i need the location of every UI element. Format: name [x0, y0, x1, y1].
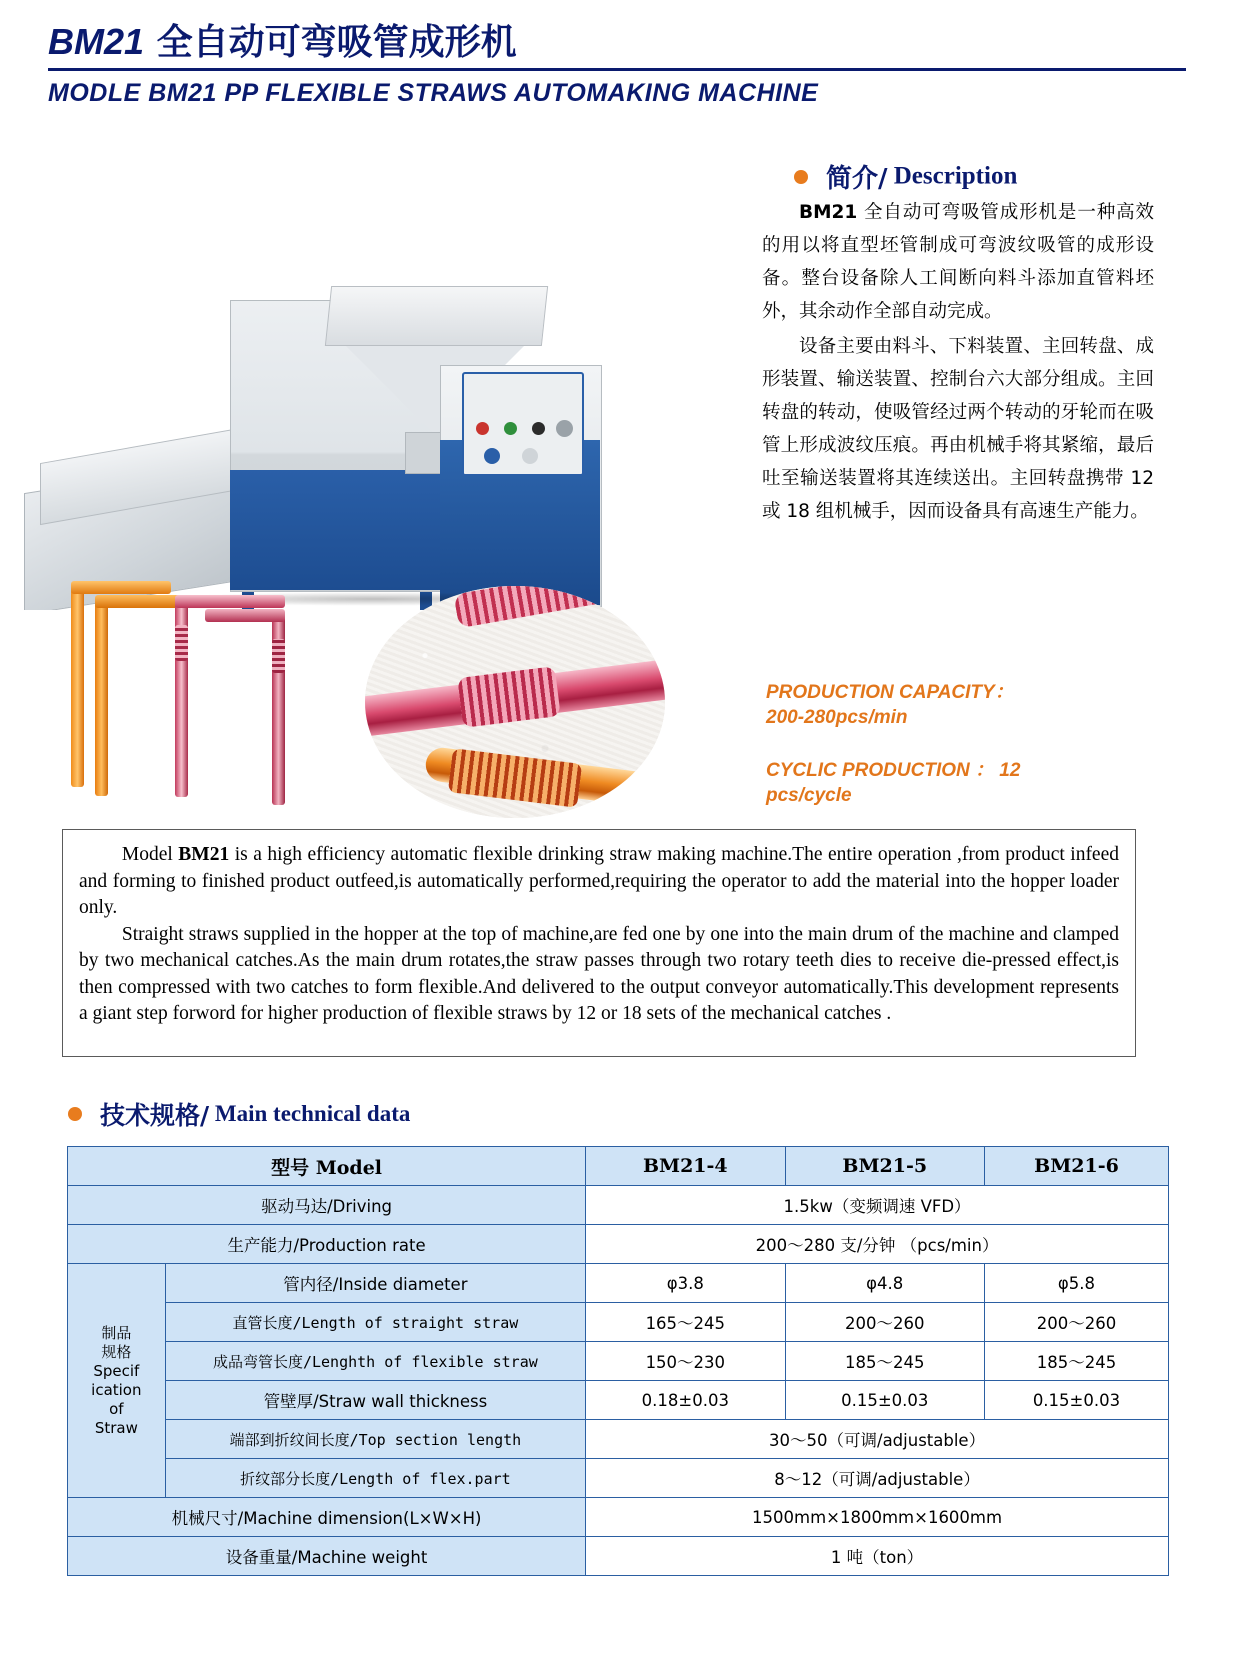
english-model-name: BM21 — [178, 844, 230, 865]
page-subtitle: MODLE BM21 PP FLEXIBLE STRAWS AUTOMAKING MACHINE — [48, 79, 819, 107]
row-value-wall-thickness-2: 0.15±0.03 — [785, 1381, 984, 1420]
row-label-flex-part: 折纹部分长度/Length of flex.part — [165, 1459, 585, 1498]
row-value-flexible-length-1: 150～230 — [586, 1342, 785, 1381]
row-group-label-straw-spec — [68, 1264, 166, 1498]
straw-closeup-photo — [365, 586, 665, 818]
straw-flex-band-2 — [272, 639, 285, 673]
straw-pink-1-top — [175, 595, 285, 608]
tech-heading-en: Main technical data — [209, 1101, 411, 1126]
machine-button-green — [504, 422, 517, 435]
table-row-production-rate — [68, 1225, 1169, 1264]
tech-heading-zh: 技术规格/ — [100, 1101, 210, 1130]
machine-knob — [556, 420, 573, 437]
group-label-line1: 制品 — [101, 1323, 132, 1342]
row-value-inside-diameter-2: φ4.8 — [785, 1264, 984, 1303]
straw-pink-2-top — [205, 609, 285, 622]
row-value-inside-diameter-3: φ5.8 — [984, 1264, 1168, 1303]
page-title-model: BM21 — [48, 21, 145, 62]
row-label-flexible-length: 成品弯管长度/Lenghth of flexible straw — [165, 1342, 585, 1381]
machine-button-black — [532, 422, 545, 435]
row-label-production-rate: 生产能力/Production rate — [68, 1225, 586, 1264]
bullet-icon — [68, 1107, 82, 1121]
group-label-line4: ication — [91, 1380, 142, 1399]
row-label-inside-diameter: 管内径/Inside diameter — [165, 1264, 585, 1303]
table-row-straight-length — [68, 1303, 1169, 1342]
machine-hopper — [325, 286, 548, 346]
description-heading — [794, 158, 1017, 195]
group-label-line5: of — [109, 1399, 124, 1418]
machine-button-blue — [484, 448, 500, 464]
row-value-inside-diameter-1: φ3.8 — [586, 1264, 785, 1303]
row-value-straight-length-3: 200～260 — [984, 1303, 1168, 1342]
production-capacity-label: PRODUCTION CAPACITY： — [766, 682, 1014, 703]
description-body — [762, 196, 1154, 530]
page-title — [48, 14, 517, 65]
english-lead: Model — [121, 844, 179, 865]
english-paragraph-1-text: is a high efficiency automatic flexible drinking straw making machine.The entire operation ,from product infeed and forming to finished product outfeed,is automatically performed,requiring the operator to add the material into the hopper loader only. — [79, 844, 1119, 918]
row-label-driving: 驱动马达/Driving — [68, 1186, 586, 1225]
description-paragraph-1-text: 全自动可弯吸管成形机是一种高效的用以将直型坯管制成可弯波纹吸管的成形设备。整台设备除人工间断向料斗添加直管料坯外，其余动作全部自动完成。 — [762, 202, 1154, 322]
straw-orange-2b — [95, 601, 108, 796]
machine-photo — [10, 140, 710, 610]
header-model-2: BM21-5 — [785, 1147, 984, 1186]
row-label-straight-length: 直管长度/Length of straight straw — [165, 1303, 585, 1342]
group-label-line6: Straw — [94, 1418, 138, 1437]
row-value-driving: 1.5kw（变频调速 VFD） — [586, 1186, 1169, 1225]
header-model-1: BM21-4 — [586, 1147, 785, 1186]
cyclic-production-label: CYCLIC PRODUCTION ： 12 — [766, 760, 1021, 781]
description-paragraph-2: 设备主要由料斗、下料装置、主回转盘、成形装置、输送装置、控制台六大部分组成。主回转盘的转动，使吸管经过两个转动的牙轮而在吸管上形成波纹压痕。再由机械手将其紧缩，最后吐至输送装置将其连续送出。主回转盘携带 12 或 18 组机械手，因而设备具有高速生产能力。 — [762, 336, 1154, 522]
row-value-flexible-length-2: 185～245 — [785, 1342, 984, 1381]
table-row-flex-part — [68, 1459, 1169, 1498]
header-model-3: BM21-6 — [984, 1147, 1168, 1186]
row-value-production-rate: 200～280 支/分钟 （pcs/min） — [586, 1225, 1169, 1264]
english-paragraph-2: Straight straws supplied in the hopper at the top of machine,are fed one by one into the main drum of the machine and clamped by two mechanical catches.As the main drum rotates,the straw passes through two rotary teeth dies to receive die-pressed effect,is then compressed with two catches to form flexible.And delivered to the output conveyor automatically.This development represents a giant step forword for higher production of flexible straws by 12 or 18 sets of the mechanical catches . — [79, 923, 1119, 1024]
english-description-box — [62, 829, 1136, 1057]
tech-spec-table — [67, 1146, 1169, 1576]
description-paragraph-1 — [762, 196, 1154, 328]
production-capacity-value: 200-280pcs/min — [766, 707, 908, 728]
table-row-dimension — [68, 1498, 1169, 1537]
row-value-wall-thickness-3: 0.15±0.03 — [984, 1381, 1168, 1420]
header-divider — [48, 68, 1186, 71]
header-model-label: 型号 Model — [68, 1147, 586, 1186]
row-value-wall-thickness-1: 0.18±0.03 — [586, 1381, 785, 1420]
straw-orange-1-top — [71, 581, 171, 594]
cyclic-production-note — [766, 758, 1158, 808]
table-row-wall-thickness — [68, 1381, 1169, 1420]
row-value-top-section: 30～50（可调/adjustable） — [586, 1420, 1169, 1459]
row-value-straight-length-1: 165～245 — [586, 1303, 785, 1342]
production-capacity-note — [766, 680, 1158, 730]
page-title-chinese: 全自动可弯吸管成形机 — [144, 22, 517, 63]
row-label-top-section: 端部到折纹间长度/Top section length — [165, 1420, 585, 1459]
row-label-wall-thickness: 管壁厚/Straw wall thickness — [165, 1381, 585, 1420]
bullet-icon — [794, 170, 808, 184]
row-label-dimension: 机械尺寸/Machine dimension(L×W×H) — [68, 1498, 586, 1537]
straw-orange-2-top — [95, 595, 185, 608]
description-heading-zh: 简介/ — [826, 164, 888, 194]
table-row-inside-diameter — [68, 1264, 1169, 1303]
table-row-flexible-length — [68, 1342, 1169, 1381]
machine-button-red — [476, 422, 489, 435]
table-row-top-section — [68, 1420, 1169, 1459]
tech-spec-heading — [68, 1096, 410, 1132]
machine-control-panel — [462, 372, 584, 476]
table-row-header — [68, 1147, 1169, 1186]
group-label-line3: Specif — [93, 1361, 140, 1380]
description-heading-en: Description — [887, 162, 1018, 190]
row-value-straight-length-2: 200～260 — [785, 1303, 984, 1342]
table-row-driving — [68, 1186, 1169, 1225]
row-value-flexible-length-3: 185～245 — [984, 1342, 1168, 1381]
description-model-name: BM21 — [799, 202, 858, 223]
straw-flex-band-1 — [175, 625, 188, 661]
row-label-weight: 设备重量/Machine weight — [68, 1537, 586, 1576]
row-value-flex-part: 8～12（可调/adjustable） — [586, 1459, 1169, 1498]
group-label-line2: 规格 — [101, 1342, 132, 1361]
cyclic-production-value: pcs/cycle — [766, 785, 852, 806]
english-paragraph-1 — [79, 842, 1119, 922]
row-value-dimension: 1500mm×1800mm×1600mm — [586, 1498, 1169, 1537]
table-row-weight — [68, 1537, 1169, 1576]
straw-orange-1 — [71, 587, 84, 787]
row-value-weight: 1 吨（ton） — [586, 1537, 1169, 1576]
straw-samples-photo — [55, 565, 355, 820]
machine-button-grey — [522, 448, 538, 464]
